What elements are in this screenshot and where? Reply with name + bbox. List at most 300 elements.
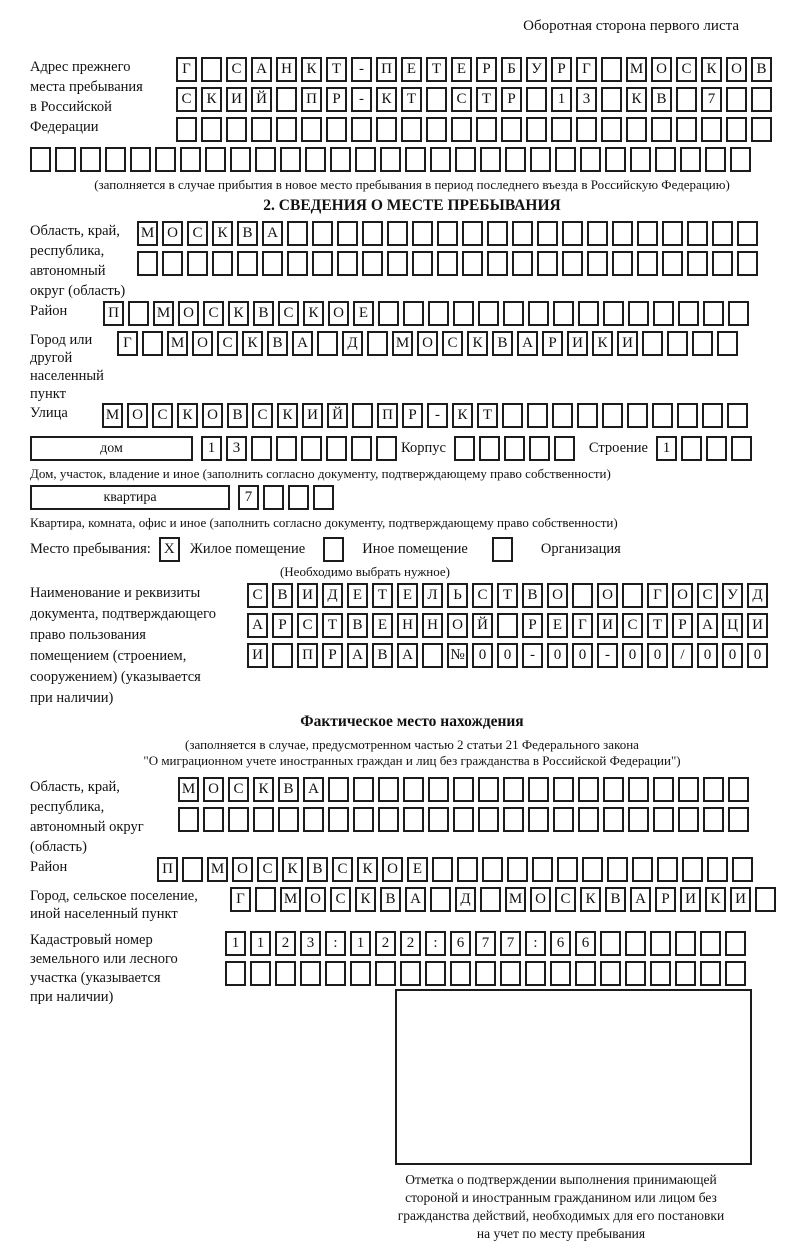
char-cell[interactable]: Д — [747, 583, 768, 608]
char-cell[interactable]: А — [247, 613, 268, 638]
char-cell[interactable] — [430, 887, 451, 912]
char-cell[interactable] — [737, 251, 758, 276]
char-cell[interactable]: С — [152, 403, 173, 428]
char-cell[interactable] — [682, 857, 703, 882]
char-cell[interactable] — [176, 117, 197, 142]
char-cell[interactable] — [162, 251, 183, 276]
char-cell[interactable]: А — [517, 331, 538, 356]
char-cell[interactable]: Н — [422, 613, 443, 638]
char-cell[interactable] — [375, 961, 396, 986]
char-cell[interactable]: П — [377, 403, 398, 428]
char-cell[interactable]: Д — [342, 331, 363, 356]
char-cell[interactable] — [476, 117, 497, 142]
char-cell[interactable]: 1 — [350, 931, 371, 956]
char-cell[interactable] — [250, 961, 271, 986]
char-cell[interactable] — [312, 221, 333, 246]
char-cell[interactable] — [529, 436, 550, 461]
char-cell[interactable]: 0 — [547, 643, 568, 668]
char-cell[interactable] — [453, 301, 474, 326]
char-cell[interactable] — [155, 147, 176, 172]
char-cell[interactable] — [480, 887, 501, 912]
char-cell[interactable] — [662, 221, 683, 246]
char-cell[interactable]: Р — [476, 57, 497, 82]
char-cell[interactable]: У — [526, 57, 547, 82]
char-cell[interactable] — [551, 117, 572, 142]
char-cell[interactable] — [312, 251, 333, 276]
char-cell[interactable]: О — [530, 887, 551, 912]
char-cell[interactable] — [728, 777, 749, 802]
char-cell[interactable] — [212, 251, 233, 276]
char-cell[interactable] — [627, 403, 648, 428]
char-cell[interactable]: У — [722, 583, 743, 608]
char-cell[interactable]: К — [580, 887, 601, 912]
char-cell[interactable] — [701, 117, 722, 142]
char-cell[interactable]: К — [212, 221, 233, 246]
char-cell[interactable]: В — [227, 403, 248, 428]
char-cell[interactable] — [355, 147, 376, 172]
char-cell[interactable] — [681, 436, 702, 461]
char-cell[interactable]: Н — [397, 613, 418, 638]
char-cell[interactable] — [503, 301, 524, 326]
char-cell[interactable] — [612, 221, 633, 246]
char-cell[interactable] — [562, 251, 583, 276]
char-cell[interactable] — [305, 147, 326, 172]
char-cell[interactable]: Р — [522, 613, 543, 638]
char-cell[interactable]: М — [505, 887, 526, 912]
char-cell[interactable] — [732, 857, 753, 882]
char-cell[interactable] — [487, 251, 508, 276]
char-cell[interactable] — [478, 301, 499, 326]
char-cell[interactable] — [478, 777, 499, 802]
char-cell[interactable]: И — [747, 613, 768, 638]
char-cell[interactable] — [403, 301, 424, 326]
char-cell[interactable] — [255, 147, 276, 172]
char-cell[interactable]: 6 — [575, 931, 596, 956]
char-cell[interactable] — [662, 251, 683, 276]
char-cell[interactable] — [603, 301, 624, 326]
char-cell[interactable]: А — [697, 613, 718, 638]
char-cell[interactable]: М — [167, 331, 188, 356]
char-cell[interactable] — [430, 147, 451, 172]
char-cell[interactable] — [507, 857, 528, 882]
char-cell[interactable] — [553, 301, 574, 326]
char-cell[interactable] — [630, 147, 651, 172]
char-cell[interactable]: Й — [472, 613, 493, 638]
char-cell[interactable]: 0 — [697, 643, 718, 668]
char-cell[interactable] — [751, 87, 772, 112]
char-cell[interactable]: К — [467, 331, 488, 356]
char-cell[interactable]: С — [187, 221, 208, 246]
char-cell[interactable]: О — [726, 57, 747, 82]
char-cell[interactable]: А — [262, 221, 283, 246]
char-cell[interactable] — [601, 117, 622, 142]
char-cell[interactable] — [462, 251, 483, 276]
char-cell[interactable]: О — [232, 857, 253, 882]
char-cell[interactable] — [557, 857, 578, 882]
char-cell[interactable]: 0 — [722, 643, 743, 668]
char-cell[interactable] — [512, 221, 533, 246]
char-cell[interactable] — [600, 931, 621, 956]
char-cell[interactable] — [703, 777, 724, 802]
char-cell[interactable] — [378, 777, 399, 802]
char-cell[interactable]: Е — [451, 57, 472, 82]
char-cell[interactable] — [678, 301, 699, 326]
char-cell[interactable] — [428, 807, 449, 832]
char-cell[interactable]: 1 — [201, 436, 222, 461]
char-cell[interactable] — [637, 221, 658, 246]
char-cell[interactable] — [726, 87, 747, 112]
char-cell[interactable]: Г — [117, 331, 138, 356]
char-cell[interactable]: 1 — [551, 87, 572, 112]
char-cell[interactable] — [676, 117, 697, 142]
char-cell[interactable] — [587, 221, 608, 246]
char-cell[interactable]: Д — [455, 887, 476, 912]
char-cell[interactable]: 3 — [576, 87, 597, 112]
char-cell[interactable] — [625, 931, 646, 956]
char-cell[interactable] — [432, 857, 453, 882]
char-cell[interactable]: 2 — [275, 931, 296, 956]
char-cell[interactable] — [30, 147, 51, 172]
char-cell[interactable]: О — [672, 583, 693, 608]
char-cell[interactable]: И — [680, 887, 701, 912]
char-cell[interactable]: М — [207, 857, 228, 882]
char-cell[interactable] — [337, 221, 358, 246]
char-cell[interactable]: К — [282, 857, 303, 882]
char-cell[interactable] — [437, 221, 458, 246]
char-cell[interactable] — [700, 931, 721, 956]
char-cell[interactable]: В — [492, 331, 513, 356]
char-cell[interactable] — [700, 961, 721, 986]
char-cell[interactable] — [650, 961, 671, 986]
char-cell[interactable]: И — [730, 887, 751, 912]
char-cell[interactable]: К — [242, 331, 263, 356]
char-cell[interactable] — [553, 777, 574, 802]
char-cell[interactable]: Р — [655, 887, 676, 912]
char-cell[interactable]: К — [592, 331, 613, 356]
char-cell[interactable]: - — [522, 643, 543, 668]
char-cell[interactable]: К — [452, 403, 473, 428]
char-cell[interactable] — [637, 251, 658, 276]
char-cell[interactable] — [180, 147, 201, 172]
char-cell[interactable] — [457, 857, 478, 882]
char-cell[interactable] — [455, 147, 476, 172]
char-cell[interactable]: - — [351, 87, 372, 112]
char-cell[interactable] — [678, 807, 699, 832]
char-cell[interactable] — [607, 857, 628, 882]
char-cell[interactable]: Е — [353, 301, 374, 326]
char-cell[interactable]: О — [192, 331, 213, 356]
char-cell[interactable] — [678, 777, 699, 802]
char-cell[interactable] — [550, 961, 571, 986]
char-cell[interactable] — [687, 221, 708, 246]
char-cell[interactable]: - — [427, 403, 448, 428]
char-cell[interactable]: М — [137, 221, 158, 246]
char-cell[interactable] — [426, 87, 447, 112]
char-cell[interactable] — [376, 117, 397, 142]
char-cell[interactable] — [497, 613, 518, 638]
char-cell[interactable]: Е — [347, 583, 368, 608]
char-cell[interactable]: С — [472, 583, 493, 608]
char-cell[interactable]: И — [226, 87, 247, 112]
char-cell[interactable] — [530, 147, 551, 172]
char-cell[interactable]: К — [626, 87, 647, 112]
char-cell[interactable]: С — [622, 613, 643, 638]
char-cell[interactable]: 1 — [250, 931, 271, 956]
char-cell[interactable]: О — [597, 583, 618, 608]
char-cell[interactable] — [642, 331, 663, 356]
char-cell[interactable]: Т — [477, 403, 498, 428]
char-cell[interactable] — [400, 961, 421, 986]
char-cell[interactable] — [403, 777, 424, 802]
char-cell[interactable] — [532, 857, 553, 882]
char-cell[interactable] — [367, 331, 388, 356]
char-cell[interactable] — [501, 117, 522, 142]
char-cell[interactable]: А — [251, 57, 272, 82]
char-cell[interactable] — [555, 147, 576, 172]
char-cell[interactable]: С — [252, 403, 273, 428]
char-cell[interactable]: Т — [497, 583, 518, 608]
char-cell[interactable]: 7 — [500, 931, 521, 956]
char-cell[interactable] — [675, 961, 696, 986]
char-cell[interactable] — [725, 961, 746, 986]
char-cell[interactable] — [203, 807, 224, 832]
char-cell[interactable]: К — [303, 301, 324, 326]
char-cell[interactable] — [178, 807, 199, 832]
char-cell[interactable]: П — [297, 643, 318, 668]
char-cell[interactable] — [462, 221, 483, 246]
char-cell[interactable]: В — [237, 221, 258, 246]
char-cell[interactable] — [680, 147, 701, 172]
char-cell[interactable]: С — [228, 777, 249, 802]
char-cell[interactable]: В — [347, 613, 368, 638]
char-cell[interactable] — [287, 251, 308, 276]
char-cell[interactable] — [628, 777, 649, 802]
char-cell[interactable] — [528, 777, 549, 802]
char-cell[interactable]: 2 — [400, 931, 421, 956]
char-cell[interactable] — [237, 251, 258, 276]
char-cell[interactable] — [687, 251, 708, 276]
char-cell[interactable] — [707, 857, 728, 882]
char-cell[interactable]: М — [178, 777, 199, 802]
char-cell[interactable] — [230, 147, 251, 172]
char-cell[interactable]: Л — [422, 583, 443, 608]
char-cell[interactable] — [412, 251, 433, 276]
char-cell[interactable]: А — [630, 887, 651, 912]
char-cell[interactable]: А — [303, 777, 324, 802]
char-cell[interactable] — [387, 221, 408, 246]
char-cell[interactable]: Е — [407, 857, 428, 882]
char-cell[interactable]: К — [253, 777, 274, 802]
char-cell[interactable]: В — [272, 583, 293, 608]
char-cell[interactable] — [187, 251, 208, 276]
char-cell[interactable]: П — [157, 857, 178, 882]
char-cell[interactable]: О — [328, 301, 349, 326]
char-cell[interactable]: Д — [322, 583, 343, 608]
char-cell[interactable]: С — [278, 301, 299, 326]
char-cell[interactable] — [537, 221, 558, 246]
char-cell[interactable]: О — [417, 331, 438, 356]
char-cell[interactable]: 7 — [238, 485, 259, 510]
char-cell[interactable]: И — [247, 643, 268, 668]
char-cell[interactable] — [263, 485, 284, 510]
char-cell[interactable]: О — [178, 301, 199, 326]
char-cell[interactable]: Р — [501, 87, 522, 112]
char-cell[interactable]: П — [103, 301, 124, 326]
char-cell[interactable]: М — [153, 301, 174, 326]
char-cell[interactable]: 6 — [550, 931, 571, 956]
char-cell[interactable] — [626, 117, 647, 142]
char-cell[interactable]: С — [451, 87, 472, 112]
char-cell[interactable]: В — [372, 643, 393, 668]
char-cell[interactable] — [675, 931, 696, 956]
char-cell[interactable] — [105, 147, 126, 172]
char-cell[interactable] — [728, 301, 749, 326]
char-cell[interactable] — [137, 251, 158, 276]
char-cell[interactable]: В — [267, 331, 288, 356]
char-cell[interactable] — [712, 251, 733, 276]
char-cell[interactable]: И — [597, 613, 618, 638]
char-cell[interactable]: О — [203, 777, 224, 802]
char-cell[interactable]: 6 — [450, 931, 471, 956]
char-cell[interactable] — [632, 857, 653, 882]
char-cell[interactable]: С — [332, 857, 353, 882]
char-cell[interactable] — [205, 147, 226, 172]
char-cell[interactable] — [142, 331, 163, 356]
char-cell[interactable]: Й — [327, 403, 348, 428]
char-cell[interactable]: К — [357, 857, 378, 882]
char-cell[interactable]: М — [280, 887, 301, 912]
char-cell[interactable] — [487, 221, 508, 246]
char-cell[interactable]: Р — [542, 331, 563, 356]
char-cell[interactable]: С — [297, 613, 318, 638]
char-cell[interactable] — [352, 403, 373, 428]
char-cell[interactable] — [276, 436, 297, 461]
char-cell[interactable]: П — [376, 57, 397, 82]
char-cell[interactable]: К — [355, 887, 376, 912]
char-cell[interactable] — [255, 887, 276, 912]
char-cell[interactable]: С — [257, 857, 278, 882]
char-cell[interactable]: А — [292, 331, 313, 356]
char-cell[interactable] — [653, 777, 674, 802]
char-cell[interactable] — [454, 436, 475, 461]
char-cell[interactable] — [362, 221, 383, 246]
char-cell[interactable] — [475, 961, 496, 986]
char-cell[interactable]: М — [102, 403, 123, 428]
char-cell[interactable]: К — [376, 87, 397, 112]
char-cell[interactable]: В — [380, 887, 401, 912]
char-cell[interactable] — [450, 961, 471, 986]
char-cell[interactable]: О — [447, 613, 468, 638]
char-cell[interactable] — [378, 807, 399, 832]
char-cell[interactable] — [525, 961, 546, 986]
char-cell[interactable] — [280, 147, 301, 172]
char-cell[interactable]: - — [351, 57, 372, 82]
char-cell[interactable] — [554, 436, 575, 461]
char-cell[interactable]: К — [228, 301, 249, 326]
char-cell[interactable]: В — [651, 87, 672, 112]
char-cell[interactable] — [228, 807, 249, 832]
char-cell[interactable]: С — [676, 57, 697, 82]
char-cell[interactable] — [578, 301, 599, 326]
char-cell[interactable]: К — [301, 57, 322, 82]
char-cell[interactable] — [657, 857, 678, 882]
char-cell[interactable]: М — [392, 331, 413, 356]
char-cell[interactable] — [353, 777, 374, 802]
char-cell[interactable] — [751, 117, 772, 142]
char-cell[interactable] — [80, 147, 101, 172]
char-cell[interactable]: С — [226, 57, 247, 82]
char-cell[interactable] — [275, 961, 296, 986]
char-cell[interactable]: С — [217, 331, 238, 356]
char-cell[interactable] — [602, 403, 623, 428]
char-cell[interactable]: О — [651, 57, 672, 82]
char-cell[interactable] — [353, 807, 374, 832]
char-cell[interactable] — [288, 485, 309, 510]
char-cell[interactable]: Т — [372, 583, 393, 608]
char-cell[interactable]: 0 — [497, 643, 518, 668]
char-cell[interactable] — [479, 436, 500, 461]
char-cell[interactable] — [578, 777, 599, 802]
char-cell[interactable]: Е — [401, 57, 422, 82]
char-cell[interactable] — [330, 147, 351, 172]
char-cell[interactable]: С — [330, 887, 351, 912]
char-cell[interactable]: И — [617, 331, 638, 356]
char-cell[interactable] — [705, 147, 726, 172]
char-cell[interactable] — [731, 436, 752, 461]
char-cell[interactable]: Й — [251, 87, 272, 112]
char-cell[interactable] — [625, 961, 646, 986]
char-cell[interactable] — [478, 807, 499, 832]
char-cell[interactable]: 0 — [747, 643, 768, 668]
char-cell[interactable] — [653, 301, 674, 326]
char-cell[interactable] — [712, 221, 733, 246]
char-cell[interactable] — [451, 117, 472, 142]
char-cell[interactable]: 3 — [226, 436, 247, 461]
char-cell[interactable] — [276, 117, 297, 142]
char-cell[interactable]: 2 — [375, 931, 396, 956]
char-cell[interactable] — [528, 807, 549, 832]
char-cell[interactable] — [325, 961, 346, 986]
char-cell[interactable]: К — [201, 87, 222, 112]
char-cell[interactable] — [505, 147, 526, 172]
char-cell[interactable] — [201, 117, 222, 142]
char-cell[interactable]: Т — [476, 87, 497, 112]
char-cell[interactable]: М — [626, 57, 647, 82]
char-cell[interactable] — [655, 147, 676, 172]
char-cell[interactable]: Е — [397, 583, 418, 608]
char-cell[interactable] — [426, 117, 447, 142]
char-cell[interactable] — [605, 147, 626, 172]
char-cell[interactable]: Б — [501, 57, 522, 82]
char-cell[interactable] — [337, 251, 358, 276]
char-cell[interactable] — [572, 583, 593, 608]
char-cell[interactable]: С — [247, 583, 268, 608]
char-cell[interactable]: С — [442, 331, 463, 356]
char-cell[interactable]: : — [325, 931, 346, 956]
char-cell[interactable]: К — [277, 403, 298, 428]
char-cell[interactable] — [303, 807, 324, 832]
char-cell[interactable]: Т — [326, 57, 347, 82]
char-cell[interactable] — [552, 403, 573, 428]
char-cell[interactable]: И — [567, 331, 588, 356]
char-cell[interactable] — [317, 331, 338, 356]
char-cell[interactable] — [276, 87, 297, 112]
char-cell[interactable] — [578, 807, 599, 832]
char-cell[interactable]: - — [597, 643, 618, 668]
char-cell[interactable]: 3 — [300, 931, 321, 956]
char-cell[interactable] — [575, 961, 596, 986]
char-cell[interactable] — [301, 117, 322, 142]
